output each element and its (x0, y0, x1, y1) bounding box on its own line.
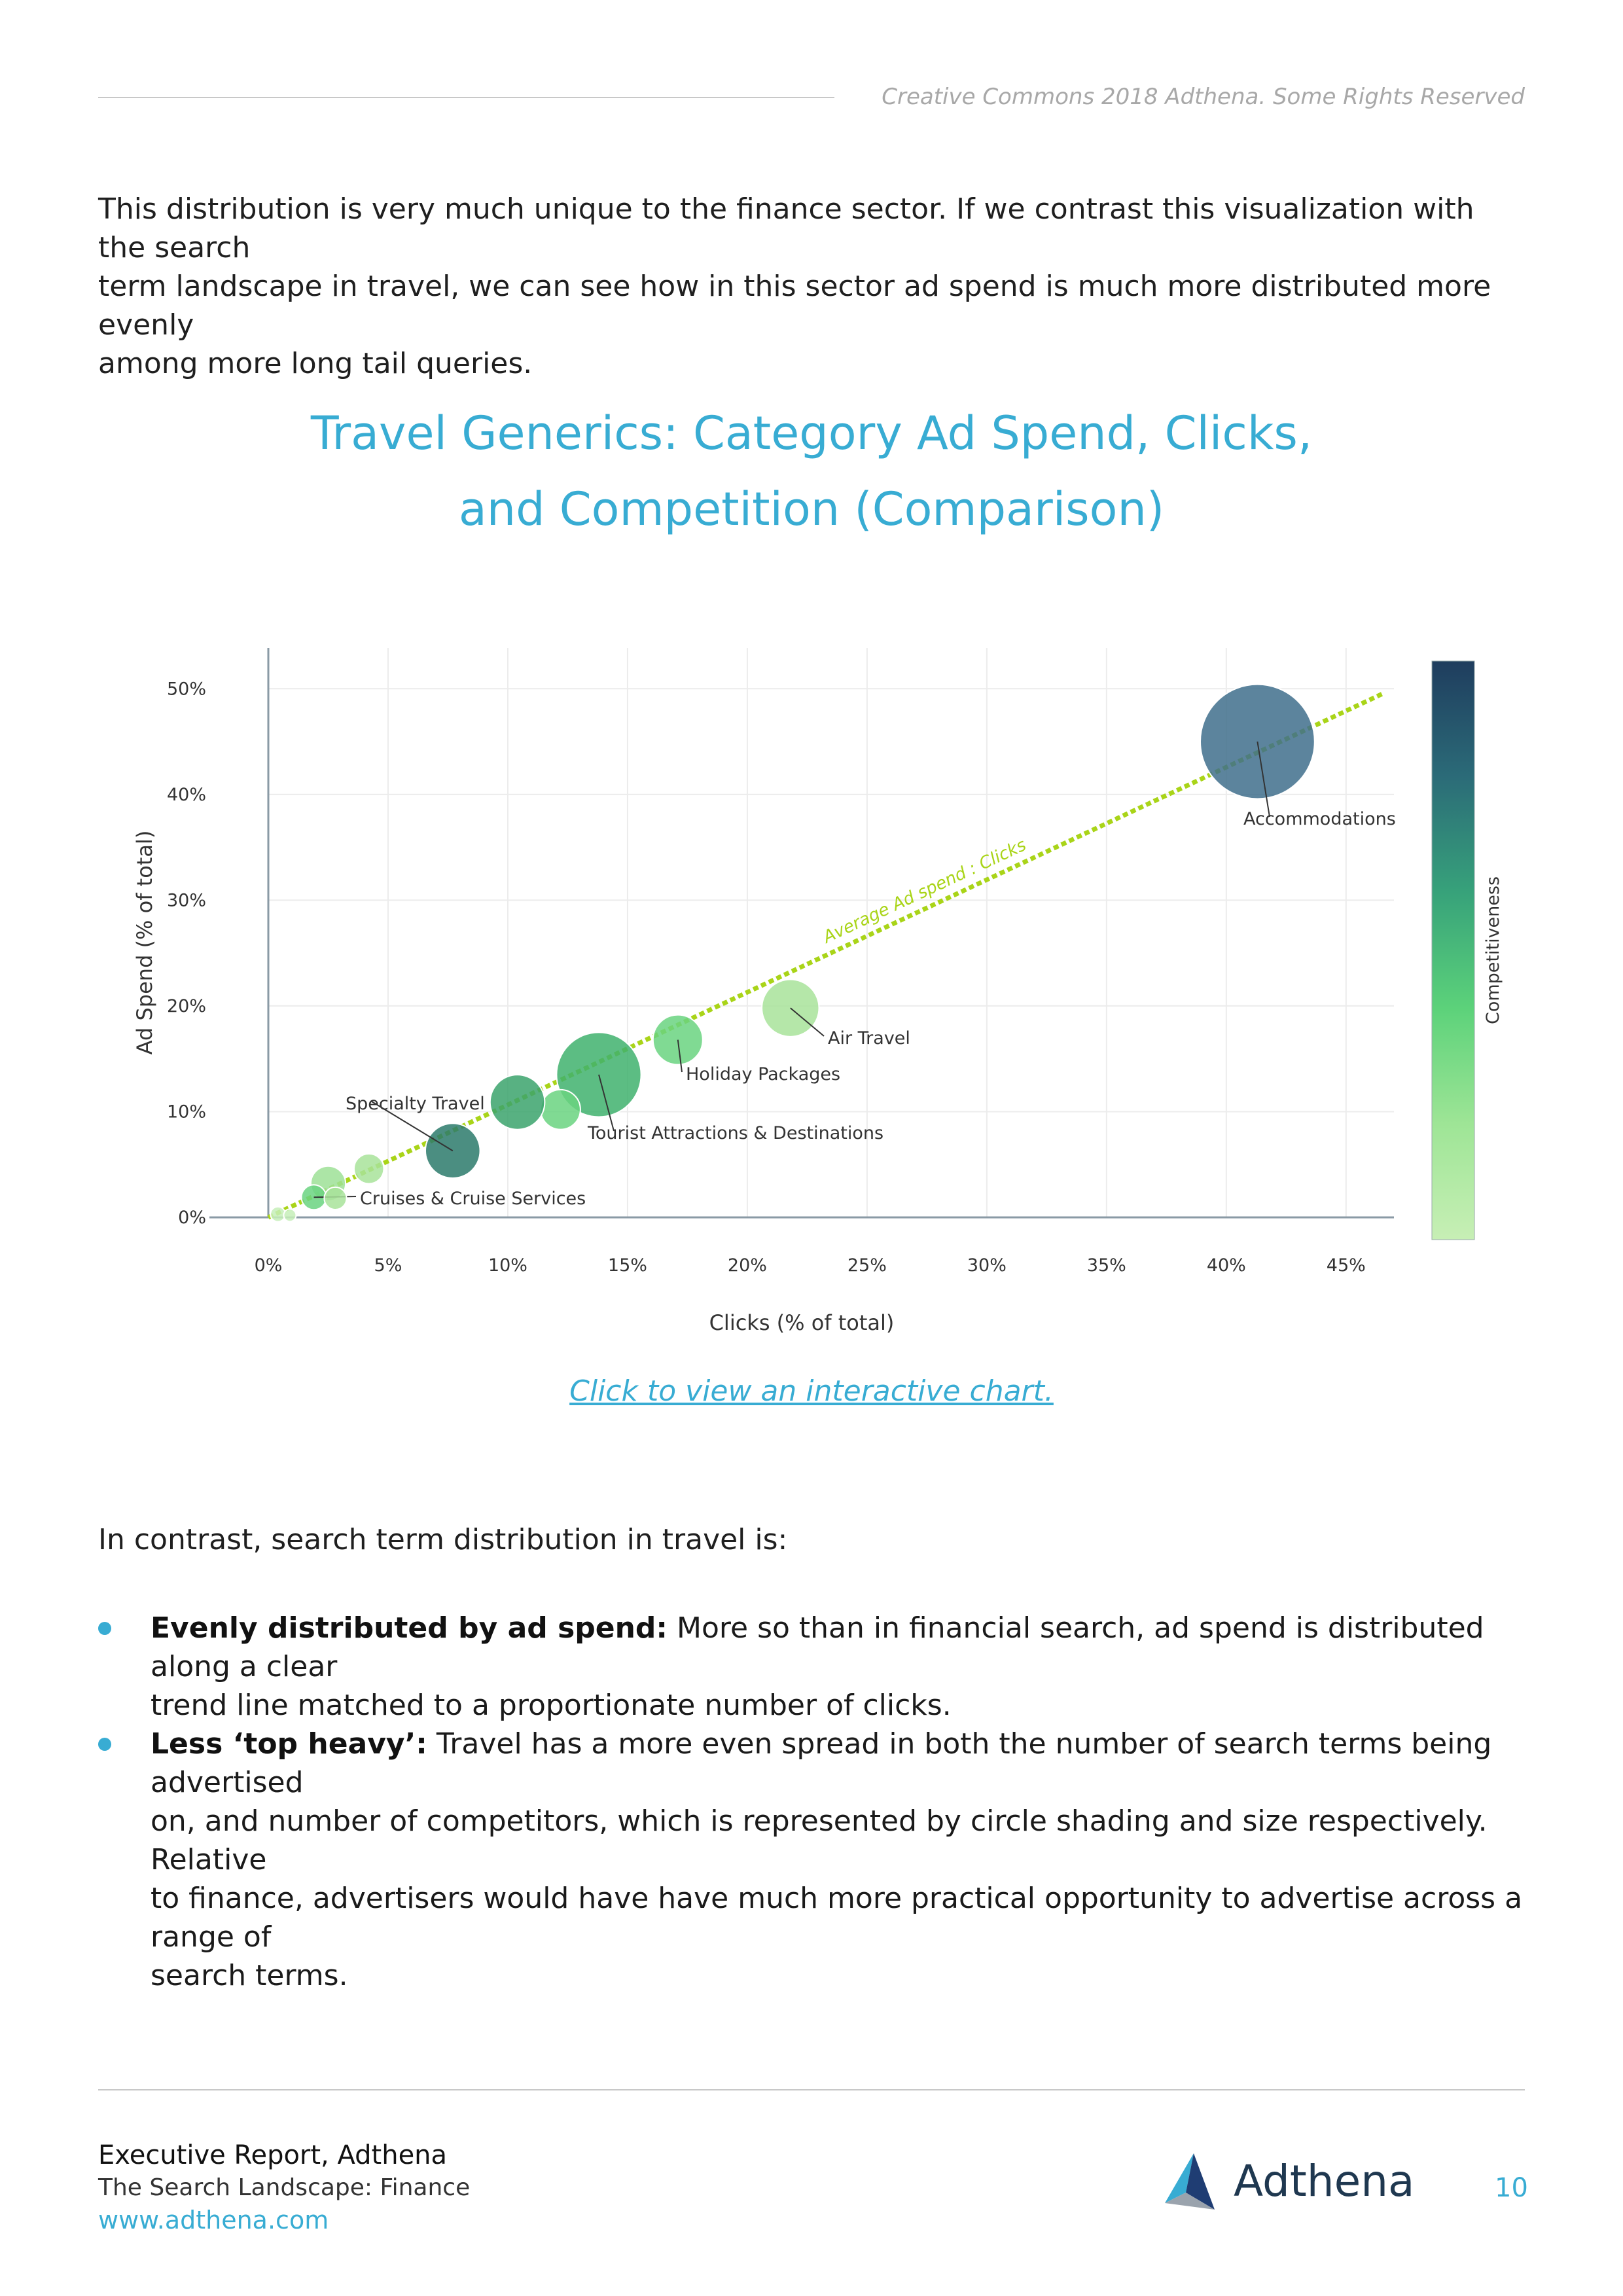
chart-title (0, 395, 1623, 547)
bullet-dot-icon (98, 1738, 111, 1751)
chart-title-line-1: Travel Generics: Category Ad Spend, Clicks, (310, 406, 1313, 460)
bubble-label: Specialty Travel (346, 1094, 485, 1114)
x-tick-label: 0% (254, 1255, 283, 1276)
bubble (283, 1209, 296, 1221)
y-tick-label: 30% (166, 890, 206, 911)
bullet-text: trend line matched to a proportionate number of clicks. (151, 1689, 952, 1722)
x-tick-label: 15% (607, 1255, 647, 1276)
page-number: 10 (1495, 2173, 1528, 2203)
bubble-label: Cruises & Cruise Services (360, 1189, 586, 1209)
trendline-label: Average Ad spend : Clicks (820, 835, 1029, 948)
bubble-chart (0, 628, 1623, 1348)
bullet-text: search terms. (151, 1959, 348, 1992)
x-tick-label: 20% (727, 1255, 767, 1276)
y-tick-label: 0% (178, 1208, 206, 1228)
header-rule (98, 97, 834, 98)
intro-line: among more long tail queries. (98, 347, 533, 380)
y-axis-label: Ad Spend (% of total) (132, 830, 157, 1055)
intro-paragraph (98, 190, 1518, 383)
bullet-title: Evenly distributed by ad spend: (151, 1611, 668, 1645)
bubble-label: Accommodations (1243, 809, 1396, 829)
bullet-text: to finance, advertisers would have have much more practical opportunity to advertise across a range of (151, 1882, 1523, 1954)
bubble-label: Holiday Packages (686, 1064, 841, 1085)
bullet-title: Less ‘top heavy’: (151, 1727, 427, 1761)
bubble-label: Tourist Attractions & Destinations (588, 1123, 884, 1143)
y-tick-label: 10% (166, 1102, 206, 1122)
y-tick-label: 50% (166, 679, 206, 700)
footer-title: Executive Report, Adthena (98, 2140, 448, 2170)
colorbar-label: Competitiveness (1483, 876, 1503, 1025)
bubble (490, 1075, 545, 1130)
x-tick-label: 45% (1326, 1255, 1366, 1276)
bubble-label: Air Travel (828, 1028, 910, 1049)
intro-line: term landscape in travel, we can see how in this sector ad spend is much more distributed more evenly (98, 270, 1491, 342)
footer-subtitle: The Search Landscape: Finance (98, 2174, 471, 2201)
bullet-text: Travel has a more even spread in both the number of search terms being advertised (151, 1727, 1492, 1799)
y-tick-label: 40% (166, 784, 206, 805)
bubble (541, 1090, 580, 1130)
copyright-notice: Creative Commons 2018 Adthena. Some Rights Reserved (882, 84, 1525, 110)
bubble (324, 1187, 346, 1210)
x-tick-label: 25% (847, 1255, 887, 1276)
contrast-intro: In contrast, search term distribution in travel is: (98, 1523, 788, 1556)
chart-title-line-2: and Competition (Comparison) (458, 482, 1165, 536)
bullet-item (98, 1609, 1525, 1725)
x-tick-label: 40% (1206, 1255, 1246, 1276)
brand-name: Adthena (1234, 2156, 1415, 2206)
footer-rule (98, 2089, 1525, 2090)
bullet-text: on, and number of competitors, which is represented by circle shading and size respectively. Relative (151, 1804, 1488, 1876)
bullet-item (98, 1725, 1525, 1995)
bullet-dot-icon (98, 1622, 111, 1635)
x-tick-label: 5% (374, 1255, 402, 1276)
interactive-chart-link[interactable]: Click to view an interactive chart. (569, 1374, 1054, 1408)
colorbar (1432, 661, 1474, 1240)
bullet-text: More so than in financial search, ad spend is distributed along a clear (151, 1611, 1484, 1683)
x-tick-label: 10% (488, 1255, 527, 1276)
footer-url-link[interactable]: www.adthena.com (98, 2206, 329, 2234)
x-tick-label: 35% (1086, 1255, 1126, 1276)
bubble (354, 1154, 384, 1184)
y-tick-label: 20% (166, 996, 206, 1016)
bubble (1200, 685, 1315, 799)
adthena-logo-icon (1160, 2153, 1219, 2211)
x-axis-label: Clicks (% of total) (709, 1310, 895, 1335)
x-tick-label: 30% (967, 1255, 1007, 1276)
intro-line: This distribution is very much unique to the finance sector. If we contrast this visualization with the search (98, 192, 1474, 264)
